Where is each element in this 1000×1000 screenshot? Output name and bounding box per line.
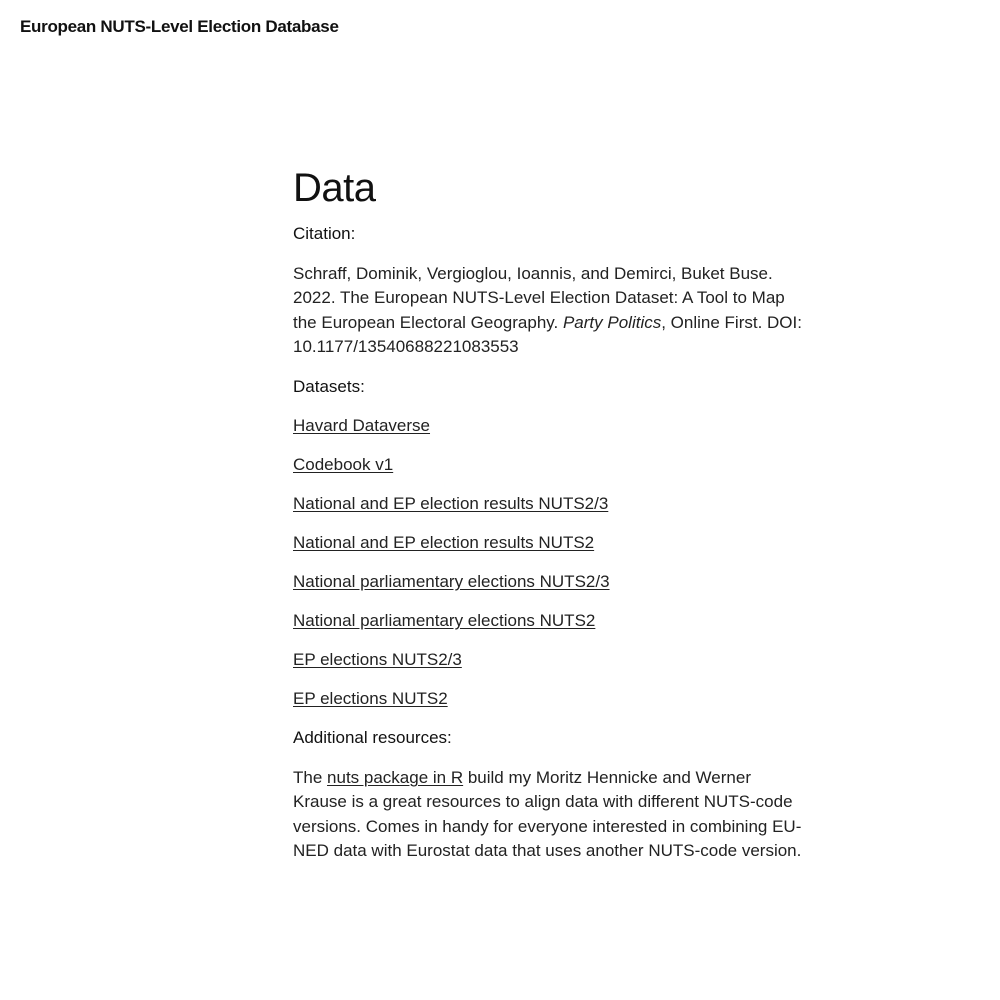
page-title: Data	[293, 166, 376, 210]
resources-text-before: The	[293, 768, 328, 788]
citation-text-after: , Online First. DOI: 10.1177/13540688221083553	[293, 312, 802, 356]
dataset-link-ep-nuts23[interactable]: EP elections NUTS2/3	[293, 650, 462, 670]
resources-text	[293, 766, 808, 863]
citation-journal: Party Politics	[562, 312, 662, 332]
citation-label: Citation:	[293, 224, 356, 243]
dataset-link-national-ep-nuts23[interactable]: National and EP election results NUTS2/3	[293, 494, 609, 514]
resources-label: Additional resources:	[293, 728, 452, 748]
dataset-link-national-parliamentary-nuts2[interactable]: National parliamentary elections NUTS2	[293, 611, 596, 631]
citation-text-before: Schraff, Dominik, Vergioglou, Ioannis, and Demirci, Buket Buse. 2022. The European NUTS-Level Election Dataset: A Tool to Map the European Electoral Geography.	[293, 264, 785, 332]
nuts-package-link[interactable]: nuts package in R	[327, 768, 464, 788]
datasets-label: Datasets:	[293, 377, 365, 397]
dataset-link-ep-nuts2[interactable]: EP elections NUTS2	[293, 689, 448, 709]
dataset-link-national-parliamentary-nuts23[interactable]: National parliamentary elections NUTS2/3	[293, 572, 610, 592]
citation-text	[293, 262, 808, 359]
site-title[interactable]: European NUTS-Level Election Database	[20, 17, 339, 36]
dataset-link-national-ep-nuts2[interactable]: National and EP election results NUTS2	[293, 533, 595, 553]
main-content	[293, 165, 808, 863]
dataset-link-codebook[interactable]: Codebook v1	[293, 455, 394, 475]
resources-text-after: build my Moritz Hennicke and Werner Krause is a great resources to align data with different NUTS-code versions. Comes in handy for everyone interested in combining EU-NED data with Eurostat data that uses another NUTS-code version.	[293, 768, 802, 861]
dataset-link-harvard-dataverse[interactable]: Havard Dataverse	[293, 416, 431, 436]
